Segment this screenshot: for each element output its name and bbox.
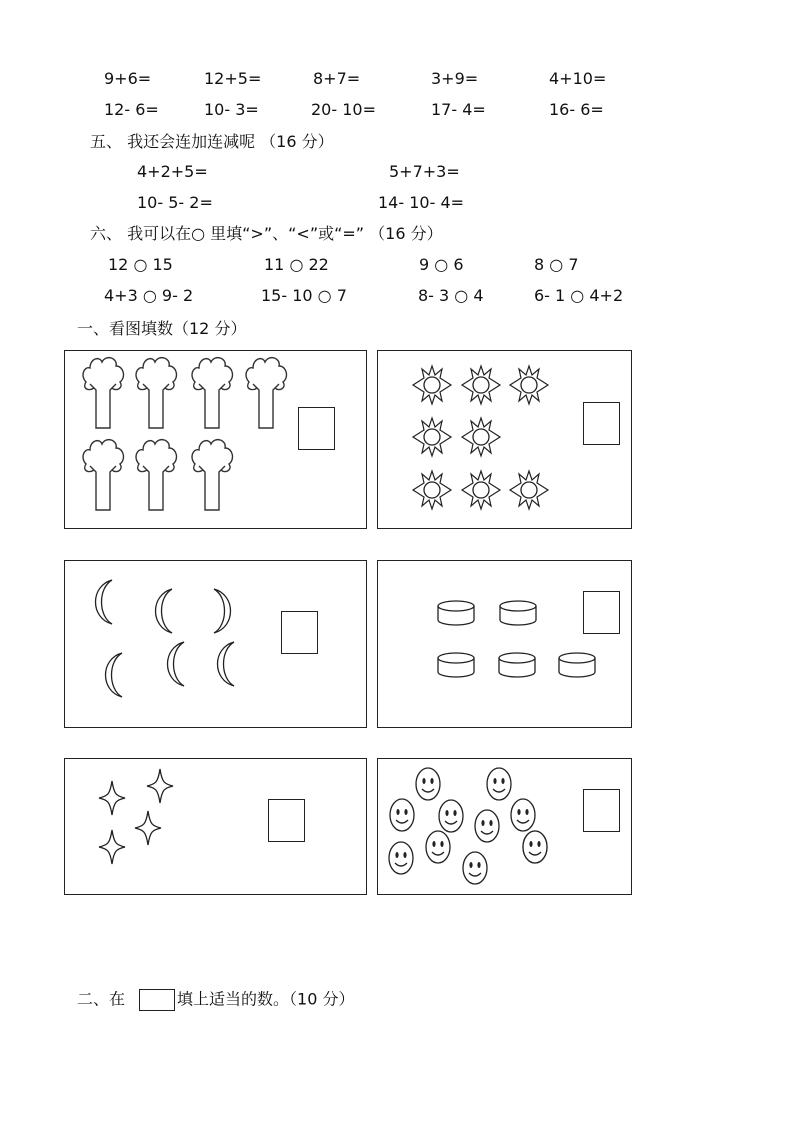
sun-icon (510, 366, 548, 404)
tree-icon (189, 436, 235, 512)
moon-icon (218, 642, 235, 686)
cylinder-icon (559, 653, 595, 677)
cylinder-group (377, 560, 632, 728)
smiley-icon (439, 800, 463, 832)
star-icon (135, 811, 161, 845)
smiley-icon (463, 852, 487, 884)
equation: 17- 4= (431, 100, 486, 119)
sun-icon (462, 418, 500, 456)
compare-item: 8- 3 ○ 4 (418, 286, 484, 305)
equation: 5+7+3= (389, 162, 460, 181)
equation: 4+10= (549, 69, 607, 88)
smiley-icon (523, 831, 547, 863)
smiley-icon (390, 799, 414, 831)
sun-icon (413, 366, 451, 404)
moon-icon (214, 589, 231, 633)
smiley-icon (475, 810, 499, 842)
cylinder-icon (500, 601, 536, 625)
star-icon (99, 781, 125, 815)
smiley-icon (487, 768, 511, 800)
cylinder-icon (499, 653, 535, 677)
tree-icon (80, 354, 126, 430)
answer-box-cylinders[interactable] (583, 591, 620, 634)
equation: 9+6= (104, 69, 152, 88)
section-2-prefix: 二、在 (77, 989, 126, 1009)
compare-item: 9 ○ 6 (419, 255, 464, 274)
star-group (64, 758, 367, 895)
smiley-icon (416, 768, 440, 800)
moon-icon (96, 580, 113, 624)
moon-icon (106, 653, 123, 697)
compare-item: 6- 1 ○ 4+2 (534, 286, 624, 305)
answer-box-moons[interactable] (281, 611, 318, 654)
moon-icon (156, 589, 173, 633)
equation: 10- 3= (204, 100, 259, 119)
sun-icon (462, 366, 500, 404)
compare-item: 11 ○ 22 (264, 255, 329, 274)
section-2-suffix: 填上适当的数。（10 分） (177, 989, 355, 1009)
compare-item: 8 ○ 7 (534, 255, 579, 274)
smiley-icon (389, 842, 413, 874)
section-6-title: 六、 我可以在○ 里填“>”、“<”或“=” （16 分） (90, 224, 443, 243)
answer-box-smileys[interactable] (583, 789, 620, 832)
moon-icon (168, 642, 185, 686)
smiley-icon (426, 831, 450, 863)
cylinder-icon (438, 653, 474, 677)
tree-icon (80, 436, 126, 512)
sun-icon (413, 418, 451, 456)
moon-group (64, 560, 367, 728)
answer-box-trees[interactable] (298, 407, 335, 450)
tree-icon (133, 354, 179, 430)
sun-icon (462, 471, 500, 509)
equation: 10- 5- 2= (137, 193, 213, 212)
answer-box-stars[interactable] (268, 799, 305, 842)
equation: 16- 6= (549, 100, 604, 119)
equation: 20- 10= (311, 100, 376, 119)
sun-icon (510, 471, 548, 509)
equation: 3+9= (431, 69, 479, 88)
equation: 14- 10- 4= (378, 193, 465, 212)
tree-icon (133, 436, 179, 512)
equation: 8+7= (313, 69, 361, 88)
equation: 4+2+5= (137, 162, 208, 181)
star-icon (99, 830, 125, 864)
section-2-title (77, 989, 354, 1011)
section-5-title: 五、 我还会连加连减呢 （16 分） (90, 132, 334, 151)
equation: 12+5= (204, 69, 262, 88)
compare-item: 4+3 ○ 9- 2 (104, 286, 194, 305)
equation: 12- 6= (104, 100, 159, 119)
star-icon (147, 769, 173, 803)
sun-icon (413, 471, 451, 509)
inline-blank-box (139, 989, 175, 1011)
section-1-title: 一、看图填数（12 分） (77, 319, 247, 338)
tree-icon (243, 354, 289, 430)
tree-icon (189, 354, 235, 430)
compare-item: 15- 10 ○ 7 (261, 286, 347, 305)
cylinder-icon (438, 601, 474, 625)
answer-box-suns[interactable] (583, 402, 620, 445)
compare-item: 12 ○ 15 (108, 255, 173, 274)
smiley-icon (511, 799, 535, 831)
